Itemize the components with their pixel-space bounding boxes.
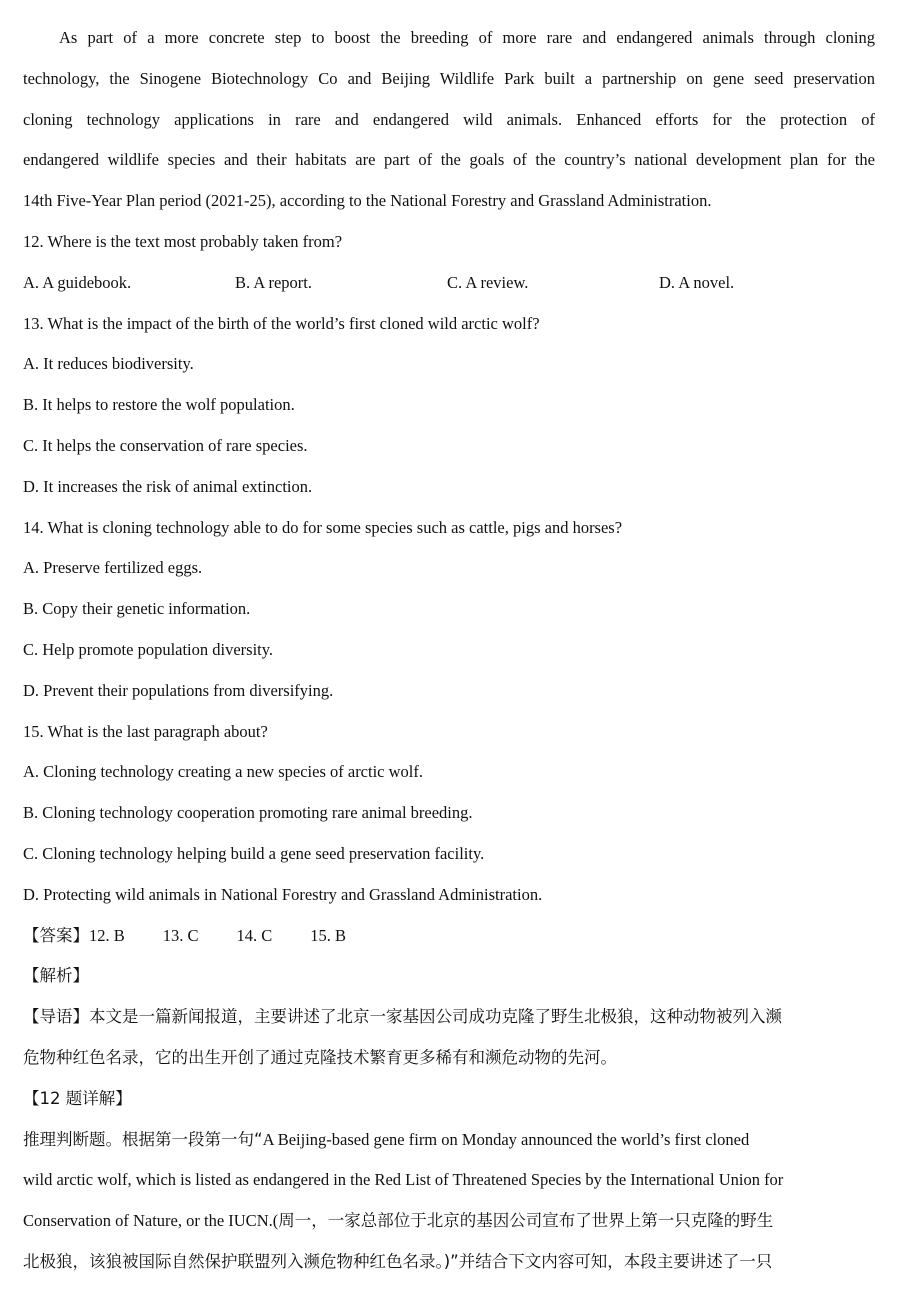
passage-paragraph <box>23 18 875 222</box>
question-14 <box>23 508 875 712</box>
detail-en-text: Conservation of Nature, or the IUCN.( <box>23 1211 279 1231</box>
guide-text: 本文是一篇新闻报道，主要讲述了北京一家基因公司成功克隆了野生北极狼，这种动物被列入濒 <box>89 1007 782 1027</box>
detail-line <box>23 1120 875 1161</box>
option-a: A. Preserve fertilized eggs. <box>23 558 203 578</box>
answer-item: 14. C <box>236 925 273 945</box>
detail-line: 北极狼，该狼被国际自然保护联盟列入濒危物种红色名录。)”并结合下文内容可知，本段主要讲述了一只 <box>23 1251 773 1271</box>
question-stem: 13. What is the impact of the birth of the world’s first cloned wild arctic wolf? <box>23 313 540 333</box>
guide-line <box>23 997 875 1038</box>
option-b: B. It helps to restore the wolf population. <box>23 395 295 415</box>
option-b: B. Copy their genetic information. <box>23 599 251 619</box>
option-d: D. A novel. <box>659 272 735 292</box>
option-a: A. A guidebook. <box>23 272 132 292</box>
answer-item: 12. B <box>89 925 125 945</box>
document-page <box>23 18 875 1283</box>
answer-item: 13. C <box>162 925 199 945</box>
option-d: D. Prevent their populations from diversifying. <box>23 680 334 700</box>
detail-cn-text: 周一，一家总部位于北京的基因公司宣布了世界上第一只克隆的野生 <box>278 1211 774 1231</box>
paragraph-line: As part of a more concrete step to boost the breeding of more rare and endangered animals through cloning <box>59 28 875 47</box>
option-a: A. It reduces biodiversity. <box>23 354 194 374</box>
question-15 <box>23 712 875 916</box>
option-b: B. Cloning technology cooperation promoting rare animal breeding. <box>23 803 473 823</box>
option-c: C. A review. <box>447 272 529 292</box>
paragraph-line: cloning technology applications in rare and endangered wild animals. Enhanced efforts for the protection of <box>23 109 875 129</box>
option-c: C. Cloning technology helping build a gene seed preservation facility. <box>23 843 485 863</box>
guide-section <box>23 997 875 1079</box>
guide-line: 危物种红色名录，它的出生开创了通过克隆技术繁育更多稀有和濒危动物的先河。 <box>23 1047 617 1067</box>
detail-section <box>23 1079 875 1283</box>
answer-key <box>23 916 875 957</box>
question-13 <box>23 304 875 508</box>
detail-en-text: A Beijing-based gene firm on Monday announced the world’s first cloned <box>262 1129 750 1149</box>
analysis-label: 【解析】 <box>23 966 89 986</box>
detail-cn-text: 推理判断题。根据第一段第一句“ <box>23 1129 263 1149</box>
option-c: C. It helps the conservation of rare species. <box>23 435 308 455</box>
answer-label: 【答案】 <box>23 925 89 945</box>
detail-line <box>23 1201 875 1242</box>
question-12 <box>23 222 875 304</box>
question-stem: 12. Where is the text most probably taken from? <box>23 231 343 251</box>
question-stem: 14. What is cloning technology able to do for some species such as cattle, pigs and horses? <box>23 517 623 537</box>
guide-label: 【导语】 <box>23 1007 89 1027</box>
detail-line: wild arctic wolf, which is listed as endangered in the Red List of Threatened Species by the International Union for <box>23 1170 784 1190</box>
option-c: C. Help promote population diversity. <box>23 639 274 659</box>
answer-item: 15. B <box>310 925 347 945</box>
detail-heading: 【12 题详解】 <box>23 1088 132 1108</box>
options-row <box>23 263 875 304</box>
option-d: D. It increases the risk of animal extinction. <box>23 476 313 496</box>
paragraph-line: endangered wildlife species and their habitats are part of the goals of the country’s national development plan for the <box>23 150 875 170</box>
paragraph-line: 14th Five-Year Plan period (2021-25), according to the National Forestry and Grassland Administration. <box>23 191 712 211</box>
paragraph-line: technology, the Sinogene Biotechnology Co and Beijing Wildlife Park built a partnership on gene seed preservation <box>23 68 875 88</box>
question-stem: 15. What is the last paragraph about? <box>23 721 268 741</box>
option-d: D. Protecting wild animals in National Forestry and Grassland Administration. <box>23 884 543 904</box>
option-b: B. A report. <box>235 272 312 292</box>
option-a: A. Cloning technology creating a new species of arctic wolf. <box>23 762 423 782</box>
